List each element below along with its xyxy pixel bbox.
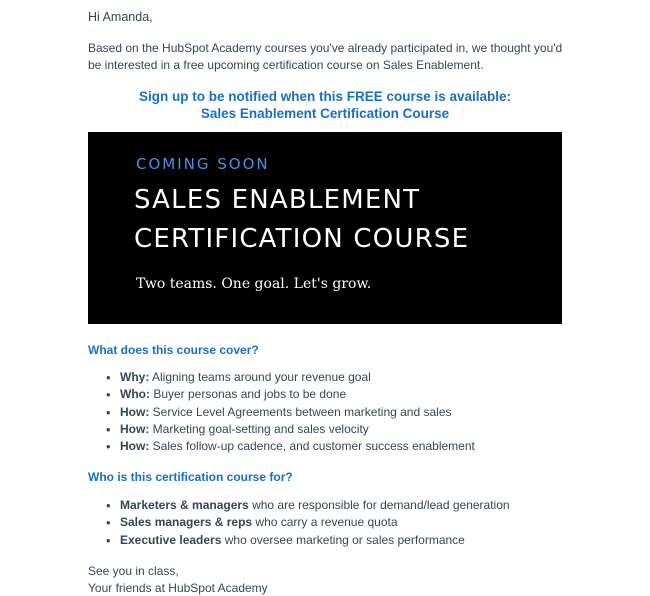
signoff-line-2: Your friends at HubSpot Academy [88, 581, 268, 595]
banner-title-line-2: CERTIFICATION COURSE [134, 224, 470, 254]
list-item: • Why: Aligning teams around your revenue goal [106, 369, 475, 386]
signoff [88, 563, 268, 596]
course-signup-link[interactable]: Sales Enablement Certification Course [200, 106, 450, 121]
section-heading-audience: Who is this certification course for? [88, 470, 293, 484]
list-item: • Marketers & managers who are responsible for demand/lead generation [106, 497, 510, 514]
list-item: • Executive leaders who oversee marketing or sales performance [106, 532, 510, 549]
audience-list [106, 497, 510, 549]
list-item: • How: Marketing goal-setting and sales velocity [106, 421, 475, 438]
course-cover-list [106, 369, 475, 455]
banner-tagline: Two teams. One goal. Let's grow. [136, 276, 372, 292]
cta-block [88, 88, 562, 122]
list-item: • Sales managers & reps who carry a revenue quota [106, 514, 510, 531]
banner-title-line-1: SALES ENABLEMENT [134, 185, 421, 215]
signoff-line-1: See you in class, [88, 564, 179, 578]
list-item: • Who: Buyer personas and jobs to be done [106, 386, 475, 403]
intro-paragraph: Based on the HubSpot Academy courses you've already participated in, we thought you'd be interested in a free upcoming certification course on Sales Enablement. [88, 41, 563, 72]
banner-kicker: COMING SOON [136, 155, 270, 173]
greeting: Hi Amanda, [88, 10, 153, 24]
course-banner[interactable] [88, 132, 562, 324]
section-heading-course-cover: What does this course cover? [88, 343, 259, 357]
list-item: • How: Service Level Agreements between marketing and sales [106, 404, 475, 421]
cta-text: Sign up to be notified when this FREE course is available: [138, 89, 512, 104]
list-item: • How: Sales follow-up cadence, and customer success enablement [106, 438, 475, 455]
